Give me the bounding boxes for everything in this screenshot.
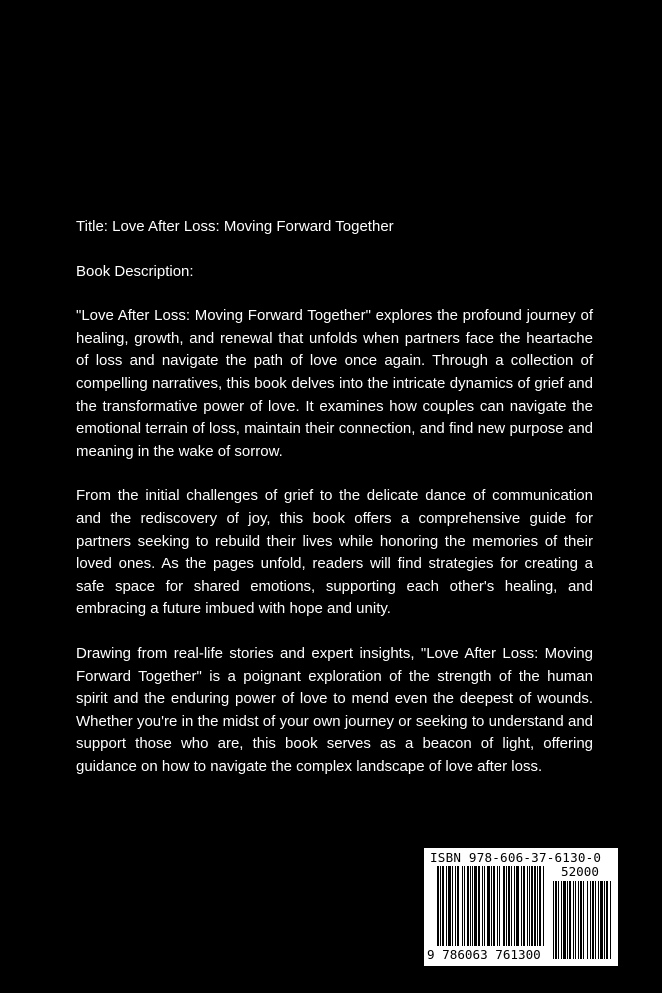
barcode-addon-bar: [610, 881, 611, 959]
barcode-bar: [497, 866, 498, 946]
book-title-line: Title: Love After Loss: Moving Forward Together: [76, 218, 394, 235]
barcode-addon-bar: [569, 881, 571, 959]
barcode-bar: [455, 866, 456, 946]
barcode-addon-bar: [563, 881, 566, 959]
barcode-bar: [491, 866, 492, 946]
barcode-bar: [437, 866, 439, 946]
description-paragraph-2: From the initial challenges of grief to the delicate dance of communication and the rediscovery of joy, this book offers a comprehensive guide for partners seeking to rebuild their lives while honoring the memories of their loved ones. As the pages unfold, readers will find strategies for creating a safe space for shared emotions, supporting each other's healing, and embracing a future imbued with hope and unity.: [76, 487, 593, 618]
barcode-addon-bar: [587, 881, 588, 959]
barcode-addon-bar: [580, 881, 582, 959]
barcode-addon-bar: [604, 881, 605, 959]
barcode-addon-bar: [598, 881, 599, 959]
barcode-bar: [462, 866, 463, 946]
barcode-bar: [474, 866, 477, 946]
barcode-bar: [446, 866, 447, 946]
barcode-bar: [516, 866, 519, 946]
price-code: 52000: [561, 864, 599, 879]
barcode-addon-bar: [567, 881, 568, 959]
barcode-bar: [440, 866, 441, 946]
barcode-bar: [523, 866, 525, 946]
barcode-bar: [472, 866, 473, 946]
barcode-bar: [467, 866, 469, 946]
barcode-addon-bar: [553, 881, 554, 959]
barcode-bar: [482, 866, 483, 946]
barcode-bar: [506, 866, 507, 946]
barcode-bar: [487, 866, 490, 946]
barcode-bar: [448, 866, 451, 946]
barcode-bar: [442, 866, 444, 946]
barcode-addon-bar: [575, 881, 576, 959]
description-heading: Book Description:: [76, 262, 194, 280]
barcode-bar: [531, 866, 533, 946]
barcode-bar: [452, 866, 453, 946]
barcode-addon-bar: [558, 881, 559, 959]
barcode-bar: [484, 866, 485, 946]
description-paragraph-3: Drawing from real-life stories and expert insights, "Love After Loss: Moving Forward Together" is a poignant exploration of the strength of the human spirit and the enduring power of love to mend even the deepest of wounds. Whether you're in the midst of your own journey or seeking to understand and support those who are, this book serves as a beacon of light, offering guidance on how to navigate the complex landscape of love after loss.: [76, 644, 593, 775]
barcode-bar: [543, 866, 544, 946]
barcode-bar: [470, 866, 471, 946]
barcode-bar: [493, 866, 495, 946]
barcode-bar: [539, 866, 541, 946]
barcode-bar: [508, 866, 510, 946]
barcode-addon-bar: [595, 881, 596, 959]
barcode-bar: [514, 866, 515, 946]
back-cover-text: [76, 216, 593, 778]
barcode-addon-bar: [592, 881, 594, 959]
ean-digits: 9 786063 761300: [427, 947, 541, 962]
barcode-addon-bar: [555, 881, 557, 959]
barcode-addon-bar: [590, 881, 591, 959]
description-paragraph-1: "Love After Loss: Moving Forward Together" explores the profound journey of healing, growth, and renewal that unfolds when partners face the heartache of loss and navigate the path of love once again. Through a collection of compelling narratives, this book delves into the intricate dynamics of grief and the transformative power of love. It examines how couples can navigate the emotional terrain of loss, maintain their connection, and find new purpose and meaning in the wake of sorrow.: [76, 307, 593, 460]
barcode-bar: [457, 866, 459, 946]
barcode-addon-bar: [606, 881, 608, 959]
isbn-label: ISBN 978-606-37-6130-0: [430, 850, 602, 865]
barcode-bar: [534, 866, 536, 946]
barcode-bar: [499, 866, 500, 946]
barcode-bar: [503, 866, 505, 946]
barcode-addon-bar: [578, 881, 579, 959]
barcode-bar: [527, 866, 528, 946]
barcode-bar: [464, 866, 465, 946]
barcode-bar: [537, 866, 538, 946]
barcode-addon-bar: [573, 881, 574, 959]
isbn-barcode: [424, 848, 618, 966]
barcode-bar: [529, 866, 530, 946]
barcode-addon-bar: [583, 881, 584, 959]
barcode-addon-bar: [561, 881, 562, 959]
barcode-addon-bar: [600, 881, 603, 959]
barcode-bar: [511, 866, 512, 946]
barcode-bar: [521, 866, 522, 946]
barcode-bar: [478, 866, 480, 946]
